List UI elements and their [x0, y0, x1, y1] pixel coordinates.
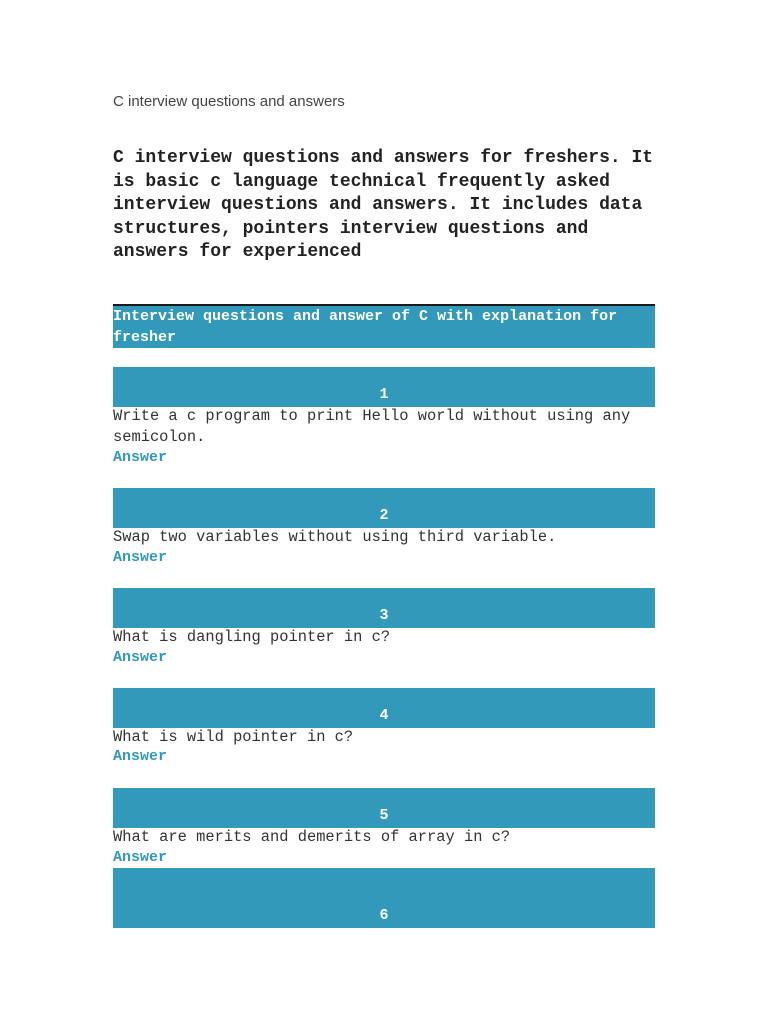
question-text: What is wild pointer in c? — [113, 728, 354, 746]
question-number: 3 — [379, 607, 389, 624]
answer-link[interactable]: Answer — [113, 748, 168, 765]
question-number: 1 — [379, 386, 389, 403]
question-number: 6 — [379, 907, 389, 924]
question-number-bar — [113, 688, 655, 728]
question-number-bar — [113, 788, 655, 828]
answer-link[interactable]: Answer — [113, 849, 168, 866]
question-number: 4 — [379, 707, 389, 724]
answer-link[interactable]: Answer — [113, 549, 168, 566]
question-number: 5 — [379, 807, 389, 824]
answer-link[interactable]: Answer — [113, 649, 168, 666]
question-number-bar — [113, 367, 655, 407]
intro-paragraph: C interview questions and answers for freshers. It is basic c language technical frequently asked interview questions and answers. It includes data structures, pointers interview questions and answers for experienced — [113, 148, 654, 262]
question-text: Write a c program to print Hello world without using any semicolon. — [113, 407, 631, 446]
answer-link[interactable]: Answer — [113, 449, 168, 466]
question-text: What are merits and demerits of array in c? — [113, 828, 511, 846]
question-number: 2 — [379, 507, 389, 524]
question-text: Swap two variables without using third variable. — [113, 528, 557, 546]
question-number-bar — [113, 868, 655, 928]
section-header: Interview questions and answer of C with explanation for fresher — [113, 306, 655, 348]
question-number-bar — [113, 488, 655, 528]
question-text: What is dangling pointer in c? — [113, 628, 391, 646]
question-number-bar — [113, 588, 655, 628]
document-title: C interview questions and answers — [113, 93, 345, 110]
